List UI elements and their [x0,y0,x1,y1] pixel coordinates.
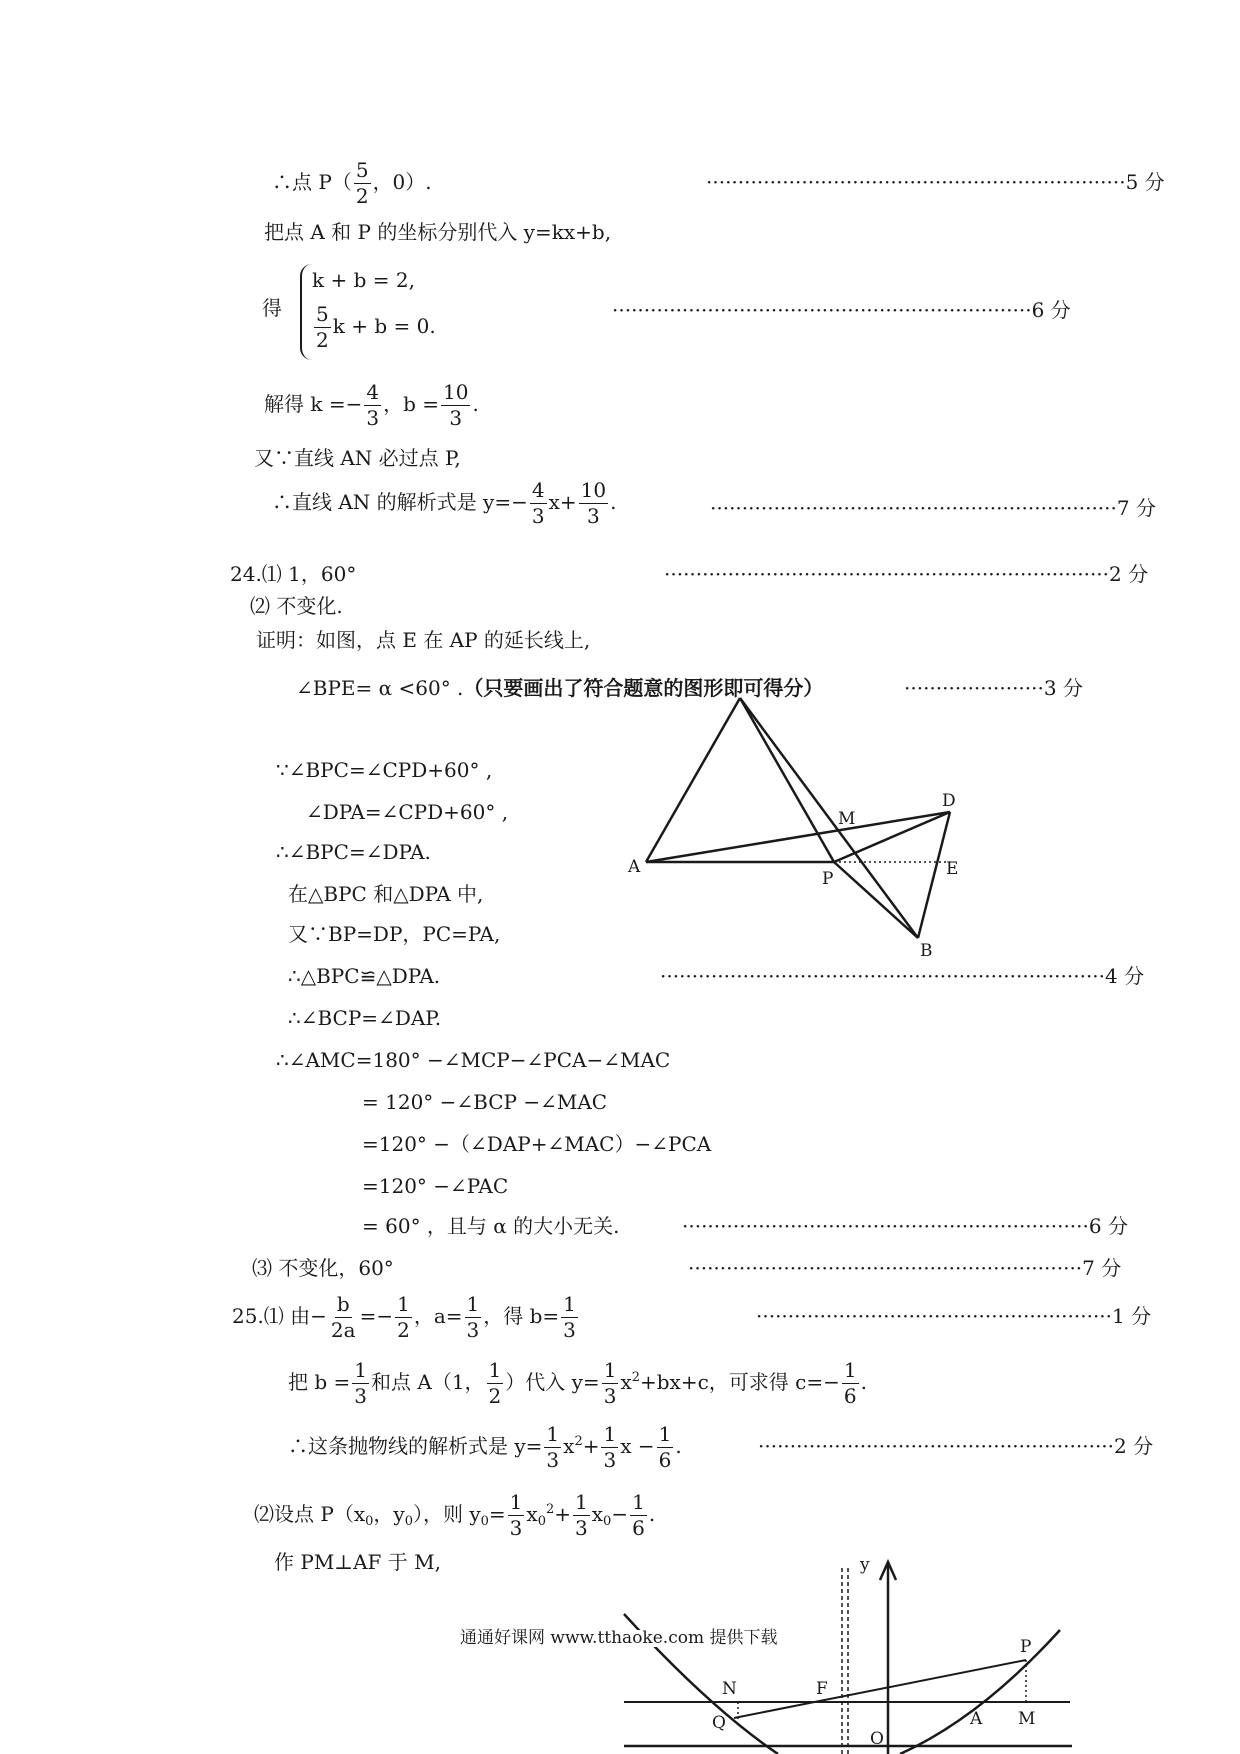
geometry-figure-triangle [620,688,970,958]
line-p-point: ∴点 P（ $\frac{5}{2}$ ，0）. [272,158,432,208]
q24-part2: ⑵ 不变化. [250,594,343,618]
system-brace [300,264,312,360]
seg-a-d [646,812,950,862]
step-10: =120° −（∠DAP+∠MAC）−∠PCA [362,1132,712,1156]
line-pm: 作 PM⊥AF 于 M, [274,1550,441,1574]
label-b: B [920,941,933,958]
q24-proof: 证明：如图，点 E 在 AP 的延长线上, [256,628,591,652]
label-m: M [838,809,856,829]
label-p: P [822,869,834,889]
step-9: = 120° −∠BCP −∠MAC [362,1090,608,1114]
step-8: ∴∠AMC=180° −∠MCP−∠PCA−∠MAC [276,1048,671,1072]
step-11: =120° −∠PAC [362,1174,509,1198]
score-1: ························································1 分 [756,1304,1152,1328]
label-n: N [722,1679,737,1699]
step-3: ∴∠BPC=∠DPA. [276,840,431,864]
line-parabola: ∴这条抛物线的解析式是 y= $\frac{1}{3}$ $x^2+$ $\frac{1}{3}$ x − $\frac{1}{6}$ . [288,1422,682,1472]
label-m2: M [1018,1709,1036,1729]
parabola-right [900,1630,1060,1754]
line-bpe: ∠BPE= α <60° .（只要画出了符合题意的图形即可得分） [296,676,824,700]
system-eq-1: k + b = 2, [312,268,415,292]
seg-top-a [646,698,740,862]
label-de: 得 [262,296,282,320]
q24-part3: ⑶ 不变化，60° [252,1256,394,1280]
step-4: 在△BPC 和△DPA 中, [288,882,484,906]
label-q: Q [712,1713,726,1733]
score-7b: ······························································7 分 [688,1256,1122,1280]
q25-part1: 25.⑴ 由− $\frac{b}{2a}$ =− $\frac{1}{2}$ ，a= $\frac{1}{3}$ ，得 b= $\frac{1}{3}$ [232,1292,576,1342]
line-substitute-b: 把 b = $\frac{1}{3}$ 和点 A（1， $\frac{1}{2}$ ）代入 y= $\frac{1}{3}$ $x^2+bx+c$，可求得 c=− $\frac{1}{6}$ . [288,1358,867,1408]
score-3: ······················3 分 [904,676,1083,700]
label-d: D [942,791,956,811]
score-6b: ································································6 分 [682,1214,1128,1238]
q25-part2: ⑵设点 $P(x_0$，$y_0$），则 $y_0=$ $\frac{1}{3}$ $x_0^2+$ $\frac{1}{3}$ $x_0-$ $\frac{1}{6}$ . [254,1490,656,1540]
label-f: F [816,1679,828,1699]
system-eq-2: $\frac{5}{2}$ k + b = 0. [316,302,436,352]
label-y: y [860,1555,870,1575]
score-2b: ························································2 分 [758,1434,1154,1458]
q24-part1: 24.⑴ 1，60° [230,562,357,586]
score-6: ··································································6 分 [612,298,1071,322]
line-substitute-ap: 把点 A 和 P 的坐标分别代入 y=kx+b, [264,220,612,244]
seg-top-p [740,698,834,862]
line-an-pass: 又∵直线 AN 必过点 P, [254,446,461,470]
footer-watermark: 通通好课网 www.tthaoke.com 提供下载 [456,1630,781,1647]
coordinate-figure-parabola [620,1548,1080,1754]
step-1: ∵∠BPC=∠CPD+60° , [276,758,493,782]
step-2: ∠DPA=∠CPD+60° , [306,800,509,824]
seg-p-b [834,862,918,938]
line-an-equation: ∴直线 AN 的解析式是 y=− $\frac{4}{3}$ x+ $\frac{10}{3}$ . [272,478,617,528]
score-2a: ······································································2 分 [664,562,1149,586]
step-12: = 60° ，且与 α 的大小无关. [362,1214,620,1238]
label-a: A [628,857,641,877]
label-p2: P [1020,1637,1032,1657]
step-5: 又∵BP=DP，PC=PA, [288,922,501,946]
score-4: ······································································4 分 [660,964,1145,988]
step-6: ∴△BPC≌△DPA. [288,964,441,988]
label-e: E [946,859,959,879]
label-o: O [870,1729,884,1749]
score-5: ··································································5 分 [706,170,1165,194]
score-7: ································································7 分 [710,496,1156,520]
fraction: $\frac{5}{2}$ [355,158,369,208]
line-solve: 解得 k =− $\frac{4}{3}$ ，b = $\frac{10}{3}$ . [264,380,479,430]
step-7: ∴∠BCP=∠DAP. [288,1006,442,1030]
label-a2: A [970,1709,983,1729]
seg-top-b [740,698,918,938]
